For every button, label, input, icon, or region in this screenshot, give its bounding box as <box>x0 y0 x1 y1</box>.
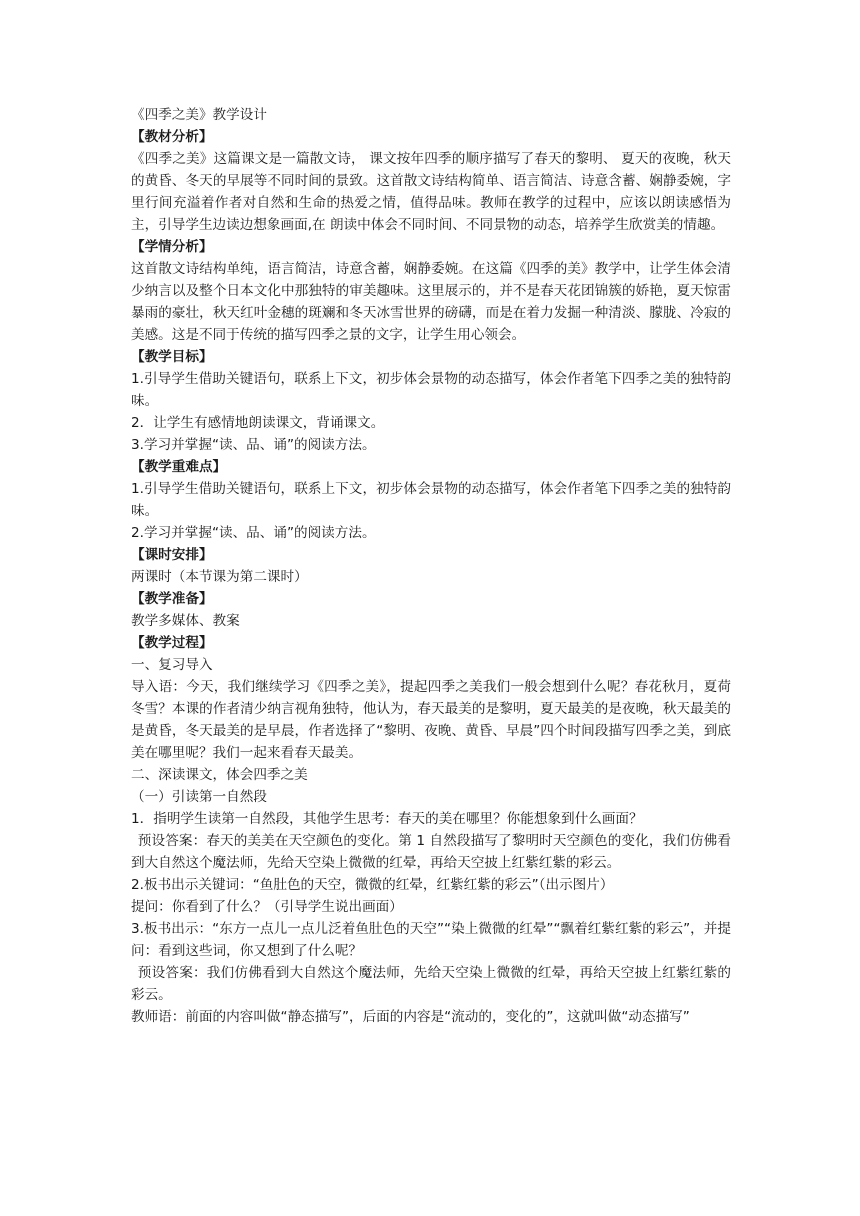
section-heading: 【教学重难点】 <box>131 459 227 475</box>
paragraph: 1．指明学生读第一自然段，其他学生思考：春天的美在哪里？你能想象到什么画面？ <box>131 811 643 827</box>
paragraph: 2．让学生有感情地朗读课文，背诵课文。 <box>131 415 385 431</box>
section-heading: 【教学准备】 <box>131 591 213 607</box>
paragraph-indented: 预设答案：我们仿佛看到大自然这个魔法师，先给天空染上微微的红晕，再给天空披上红紫红紫的彩云。 <box>131 965 731 1003</box>
paragraph: 提问：你看到了什么？（引导学生说出画面） <box>131 899 403 915</box>
paragraph: 1.引导学生借助关键语句，联系上下文，初步体会景物的动态描写，体会作者笔下四季之美的独特韵味。 <box>131 371 731 409</box>
paragraph: 二、深读课文，体会四季之美 <box>131 767 308 783</box>
paragraph: （一）引读第一自然段 <box>131 789 267 805</box>
section-heading: 【教材分析】 <box>131 129 213 145</box>
paragraph: 两课时（本节课为第二课时） <box>131 569 308 585</box>
document-title: 《四季之美》教学设计 <box>131 107 267 123</box>
section-heading: 【教学过程】 <box>131 635 213 651</box>
document-page <box>131 104 731 1028</box>
paragraph: 教学多媒体、教案 <box>131 613 240 629</box>
section-heading: 【教学目标】 <box>131 349 213 365</box>
paragraph: 一、复习导入 <box>131 657 213 673</box>
paragraph: 导入语：今天，我们继续学习《四季之美》，提起四季之美我们一般会想到什么呢？春花秋月，夏荷冬雪？本课的作者清少纳言视角独特，他认为，春天最美的是黎明，夏天最美的是夜晚，秋天最美的是黄昏，冬天最美的是早晨，作者选择了“黎明、夜晚、黄昏、早晨”四个时间段描写四季之美，到底美在哪里呢？我们一起来看春天最美。 <box>131 679 731 761</box>
paragraph: 教师语：前面的内容叫做“静态描写”，后面的内容是“流动的，变化的”，这就叫做“动态描写” <box>131 1009 690 1025</box>
paragraph: 3.学习并掌握“读、品、诵”的阅读方法。 <box>131 437 376 453</box>
paragraph: 3.板书出示：“东方一点儿一点儿泛着鱼肚色的天空”“染上微微的红晕”“飘着红紫红紫的彩云”，并提问：看到这些词，你又想到了什么呢？ <box>131 921 731 959</box>
paragraph: 2.学习并掌握“读、品、诵”的阅读方法。 <box>131 525 376 541</box>
paragraph: 2.板书出示关键词：“鱼肚色的天空，微微的红晕，红紫红紫的彩云”（出示图片） <box>131 877 614 893</box>
section-heading: 【学情分析】 <box>131 239 213 255</box>
paragraph-indented: 预设答案：春天的美美在天空颜色的变化。第 1 自然段描写了黎明时天空颜色的变化，我们仿佛看到大自然这个魔法师，先给天空染上微微的红晕，再给天空披上红紫红紫的彩云。 <box>131 833 731 871</box>
paragraph: 这首散文诗结构单纯，语言简洁，诗意含蓄，娴静委婉。在这篇《四季的美》教学中，让学生体会清少纳言以及整个日本文化中那独特的审美趣味。这里展示的，并不是春天花团锦簇的娇艳，夏天惊雷暴雨的豪壮，秋天红叶金穗的斑斓和冬天冰雪世界的磅礴，而是在着力发掘一种清淡、朦胧、冷寂的美感。这是不同于传统的描写四季之景的文字，让学生用心领会。 <box>131 261 731 343</box>
section-heading: 【课时安排】 <box>131 547 213 563</box>
paragraph: 《四季之美》这篇课文是一篇散文诗， 课文按年四季的顺序描写了春天的黎明、 夏天的夜晚，秋天的黄昏、冬天的早展等不同时间的景致。这首散文诗结构简单、语言简洁、诗意含蓄、娴静委婉，字里行间充溢着作者对自然和生命的热爱之情，值得品味。教师在教学的过程中，应该以朗读感悟为主，引导学生边读边想象画面,在 朗读中体会不同时间、不同景物的动态，培养学生欣赏美的情趣。 <box>131 151 731 233</box>
paragraph: 1.引导学生借助关键语句，联系上下文，初步体会景物的动态描写，体会作者笔下四季之美的独特韵味。 <box>131 481 731 519</box>
